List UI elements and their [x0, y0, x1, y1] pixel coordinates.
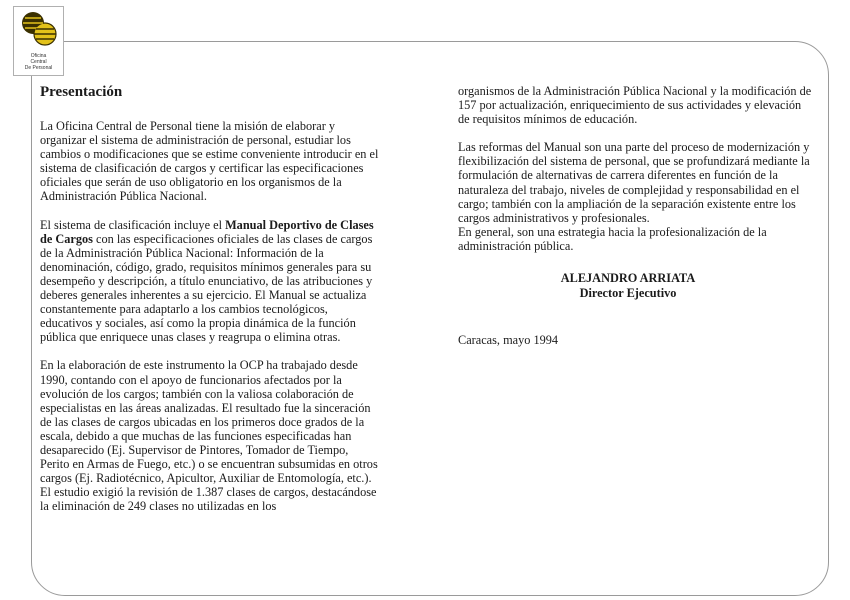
- logo-line: De Personal: [24, 65, 53, 71]
- logo-line: Oficina: [30, 53, 47, 59]
- signature-name: ALEJANDRO ARRIATA: [560, 271, 696, 286]
- signature-title: Director Ejecutivo: [579, 286, 677, 301]
- logo-caption: [14, 53, 63, 71]
- logo: [13, 6, 64, 76]
- signature-block: [458, 271, 813, 301]
- logo-line: Central: [30, 59, 47, 65]
- text-run: con las especificaciones oficiales de las clases de cargos de la Administración Pública Nacional: Información de la denominación, código, grado, requisitos mínimos generales para su desempeño y descripción, a título enunciativo, de las atribuciones y deberes generales inherentes a su ejercicio. El Manual se actualiza constantemente para adaptarlo a los cambios tecnológicos, educativos y sociales, así como la propia dinámica de la función pública que enriquece unas clases y reagrupa o elimina otras.: [40, 231, 373, 345]
- paragraph-reforms: Las reformas del Manual son una parte del proceso de modernización y flexibilización del sistema de personal, que se profundizará mediante la formulación de alternativas de carrera diferentes en función de la naturaleza del trabajo, niveles de complejidad y responsabilidad en el cargo; también con la ampliación de la separación existente entre los cargos administrativos y profesionales.: [458, 140, 810, 225]
- paragraph-mission: La Oficina Central de Personal tiene la misión de elaborar y organizar el sistema de administración de personal, estudiar los cambios o modificaciones que se estime conveniente introducir en el sistema de clasificación de cargos y certificar las especificaciones oficiales que serán de uso obligatorio en los organismos de la Administración Pública Nacional.: [40, 119, 379, 204]
- paragraph-continuation: organismos de la Administración Pública Nacional y la modificación de 157 por actualización, enriquecimiento de sus actividades y elevación de requisitos mínimos de educación.: [458, 84, 812, 127]
- text-run: El sistema de clasificación incluye el: [40, 217, 226, 232]
- paragraph-strategy: En general, son una estrategia hacia la profesionalización de la administración pública.: [458, 224, 767, 253]
- manual-title: Manual Deportivo de Clases de Cargos: [40, 217, 374, 246]
- paragraph-classification: [40, 218, 380, 345]
- paragraph-elaboration: En la elaboración de este instrumento la OCP ha trabajado desde 1990, contando con el apoyo de funcionarios afectados por la evolución de los cargos; también con la valiosa colaboración de especialistas en las áreas analizadas. El resultado fue la sinceración de las clases de cargos ubicadas en los primeros doce grados de la escala, debido a que muchas de las funciones especificadas han desaparecido (Ej. Supervisor de Pintores, Tomador de Tiempo, Perito en Armas de Fuego, etc.) o se encuentran subsumidas en otros cargos (Ej. Radiotécnico, Apicultor, Auxiliar de Entomología, etc.).: [40, 358, 378, 486]
- left-column: [40, 84, 380, 513]
- right-column: [458, 84, 813, 361]
- globe-logo-icon: [19, 10, 59, 52]
- page-title: Presentación: [40, 84, 123, 100]
- paragraph-study: El estudio exigió la revisión de 1.387 clases de cargos, destacándose la eliminación de 249 clases no utilizadas en los: [40, 485, 377, 514]
- place-date: Caracas, mayo 1994: [458, 333, 559, 348]
